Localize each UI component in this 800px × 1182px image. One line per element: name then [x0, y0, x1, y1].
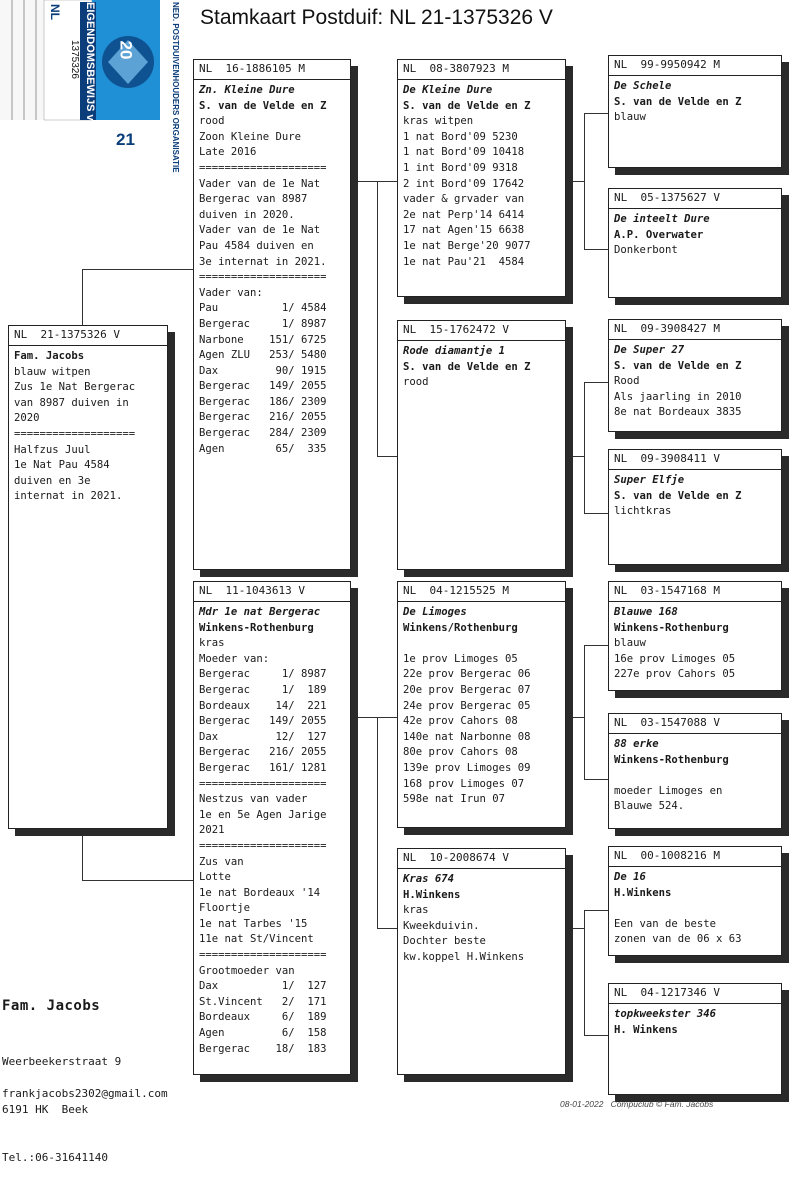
connector [584, 249, 608, 250]
ring-number: NL 11-1043613 V [194, 582, 350, 602]
pigeon-line: Blauwe 168 [614, 606, 678, 618]
connector [584, 113, 585, 249]
ring-number: NL 10-2008674 V [398, 849, 565, 869]
connector [377, 717, 378, 928]
pigeon-line: Bergerac van 8987 [199, 193, 308, 206]
ring-card-org: NED. POSTDUIVENHOUDERS ORGANISATIE [171, 2, 180, 173]
pigeon-line: Kweekduivin. [403, 919, 480, 932]
connector [584, 382, 608, 383]
pigeon-line: Fam. Jacobs [14, 350, 85, 362]
connector [584, 910, 585, 1035]
connector [82, 269, 194, 270]
pigeon-line: Winkens-Rothenburg [614, 621, 729, 634]
pigeon-line: H.Winkens [614, 886, 672, 899]
pigeon-line: 88 erke [614, 738, 659, 750]
pigeon-line: rood [403, 376, 429, 389]
ring-card-year-right: 21 [116, 130, 135, 149]
pigeon-line: ==================== [199, 949, 327, 962]
pigeon-line: S. van de Velde en Z [403, 360, 531, 373]
connector [564, 456, 584, 457]
pigeon-line: Bergerac 149/ 2055 [199, 715, 327, 728]
pigeon-details [609, 867, 781, 951]
ring-number: NL 21-1375326 V [9, 326, 167, 346]
pigeon-line: 80e prov Cahors 08 [403, 746, 518, 759]
pigeon-details [609, 209, 781, 262]
connector [377, 928, 397, 929]
ring-number: NL 99-9950942 M [609, 56, 781, 76]
pigeon-line: Dax 12/ 127 [199, 730, 327, 743]
connector [377, 181, 397, 182]
pigeon-line: 22e prov Bergerac 06 [403, 668, 531, 681]
ring-number: NL 09-3908427 M [609, 320, 781, 340]
pigeon-details [398, 602, 565, 811]
pigeon-line: blauw [614, 111, 646, 124]
pigeon-line: Lotte [199, 871, 231, 884]
connector [82, 827, 83, 880]
pigeon-line: 139e prov Limoges 09 [403, 761, 531, 774]
pigeon-line: Dax 1/ 127 [199, 980, 327, 993]
pigeon-card-maternal-grandmother [397, 848, 566, 1075]
pigeon-line: 24e prov Bergerac 05 [403, 699, 531, 712]
pigeon-line: S. van de Velde en Z [614, 359, 742, 372]
pigeon-line: A.P. Overwater [614, 228, 704, 241]
pigeon-details [609, 1004, 781, 1041]
ring-card-country: NL [48, 4, 62, 20]
connector [584, 513, 608, 514]
pigeon-line: 8e nat Bordeaux 3835 [614, 406, 742, 419]
pigeon-line: kw.koppel H.Winkens [403, 950, 525, 963]
connector [564, 928, 584, 929]
owner-name: Fam. Jacobs [2, 998, 101, 1014]
owner-address [2, 1022, 121, 1182]
pigeon-card-subject [8, 325, 168, 829]
pigeon-line: Mdr 1e nat Bergerac [199, 606, 321, 618]
connector [349, 181, 377, 182]
connector [584, 1035, 608, 1036]
pigeon-line: Floortje [199, 902, 251, 915]
pigeon-line: De inteelt Dure [614, 213, 710, 225]
pigeon-line: Bergerac 186/ 2309 [199, 395, 327, 408]
pigeon-details [9, 346, 167, 508]
owner-email[interactable]: frankjacobs2302@gmail.com [2, 1087, 168, 1100]
pigeon-line: S. van de Velde en Z [614, 95, 742, 108]
pigeon-line: kras [199, 637, 225, 650]
ring-number: NL 04-1215525 M [398, 582, 565, 602]
pigeon-line: van 8987 duiven in [14, 396, 129, 409]
pigeon-line: St.Vincent 2/ 171 [199, 995, 327, 1008]
pigeon-details [609, 76, 781, 129]
pigeon-line: blauw witpen [14, 365, 91, 378]
pigeon-line: Super Elfje [614, 474, 685, 486]
pigeon-line: 1e nat Tarbes '15 [199, 917, 308, 930]
pigeon-card-ggm-1 [608, 188, 782, 298]
pigeon-line: Winkens-Rothenburg [614, 753, 729, 766]
pigeon-line: ==================== [199, 271, 327, 284]
pigeon-line: Bergerac 216/ 2055 [199, 746, 327, 759]
pigeon-line: 3e internat in 2021. [199, 255, 327, 268]
pigeon-line: 1 nat Bord'09 10418 [403, 146, 525, 159]
pigeon-line: Nestzus van vader [199, 793, 308, 806]
ring-number: NL 15-1762472 V [398, 321, 565, 341]
owner-city: 6191 HK Beek [2, 1103, 89, 1116]
connector [584, 910, 608, 911]
pigeon-line: De Schele [614, 80, 672, 92]
pigeon-line: Bergerac 18/ 183 [199, 1042, 327, 1055]
pigeon-card-maternal-grandfather [397, 581, 566, 828]
pigeon-details [398, 341, 565, 394]
pigeon-line: 16e prov Limoges 05 [614, 652, 736, 665]
pigeon-line: Bergerac 1/ 8987 [199, 668, 327, 681]
pigeon-line: ==================== [199, 839, 327, 852]
pigeon-line: Bergerac 1/ 8987 [199, 317, 327, 330]
pigeon-line: Narbone 151/ 6725 [199, 333, 327, 346]
pigeon-line: topkweekster 346 [614, 1008, 717, 1020]
pigeon-card-ggm-3 [608, 713, 782, 829]
pigeon-details [609, 470, 781, 523]
pigeon-line: ==================== [199, 161, 327, 174]
pigeon-line: Bergerac 161/ 1281 [199, 761, 327, 774]
pigeon-line: Blauwe 524. [614, 800, 685, 813]
pigeon-card-ggf-3 [608, 581, 782, 691]
pigeon-line: duiven en 3e [14, 474, 91, 487]
pigeon-line: ==================== [199, 777, 327, 790]
pigeon-line: 1e nat Berge'20 9077 [403, 239, 531, 252]
connector [584, 645, 608, 646]
pigeon-line: Bergerac 149/ 2055 [199, 380, 327, 393]
ring-number: NL 03-1547168 M [609, 582, 781, 602]
pigeon-line: Halfzus Juul [14, 443, 91, 456]
pigeon-line: 1e prov Limoges 05 [403, 652, 518, 665]
pigeon-line: Vader van: [199, 286, 263, 299]
pigeon-line: Dochter beste [403, 935, 486, 948]
connector [377, 717, 397, 718]
pigeon-line: 598e nat Irun 07 [403, 793, 506, 806]
pigeon-line: 2e nat Perp'14 6414 [403, 208, 525, 221]
pigeon-card-ggf-4 [608, 846, 782, 956]
ring-card-year-left: 20 [116, 40, 136, 60]
pigeon-details [609, 602, 781, 686]
pigeon-line: 1e Nat Pau 4584 [14, 459, 110, 472]
pigeon-details [398, 80, 565, 273]
connector [564, 181, 584, 182]
pigeon-line: Bergerac 1/ 189 [199, 683, 327, 696]
ring-ownership-card [0, 0, 182, 173]
pigeon-line: zonen van de 06 x 63 [614, 933, 742, 946]
pigeon-line: 2 int Bord'09 17642 [403, 177, 525, 190]
pigeon-line: Een van de beste [614, 917, 717, 930]
pigeon-line: Pau 1/ 4584 [199, 302, 327, 315]
pigeon-line: Pau 4584 duiven en [199, 239, 314, 252]
pigeon-line: kras [403, 904, 429, 917]
ring-number: NL 08-3807923 M [398, 60, 565, 80]
pigeon-line: Moeder van: [199, 652, 270, 665]
pigeon-line: 1 nat Bord'09 5230 [403, 130, 518, 143]
print-stamp: 08-01-2022 Compuclub © Fam. Jacobs [560, 1099, 714, 1109]
connector [349, 717, 377, 718]
pigeon-line: Zus van [199, 855, 244, 868]
pigeon-line: 1e nat Pau'21 4584 [403, 255, 525, 268]
pigeon-line: Bordeaux 6/ 189 [199, 1011, 327, 1024]
pigeon-line: 20e prov Bergerac 07 [403, 683, 531, 696]
pigeon-line: vader & grvader van [403, 193, 525, 206]
pigeon-line [403, 636, 560, 652]
pigeon-card-paternal-grandfather [397, 59, 566, 297]
pigeon-line [614, 768, 776, 784]
pigeon-line: 2020 [14, 412, 40, 425]
pigeon-line: Vader van de 1e Nat [199, 177, 321, 190]
pigeon-line: Rood [614, 375, 640, 388]
ring-card-title: EIGENDOMSBEWIJS v/d RING [80, 2, 96, 120]
ring-card-number: 1375326 [69, 40, 80, 79]
pigeon-line: De Super 27 [614, 344, 685, 356]
pigeon-line: Bergerac 284/ 2309 [199, 427, 327, 440]
connector [82, 269, 83, 329]
pigeon-line: Rode diamantje 1 [403, 345, 506, 357]
pigeon-details [398, 869, 565, 969]
page-title: Stamkaart Postduif: NL 21-1375326 V [200, 6, 553, 29]
ring-number: NL 03-1547088 V [609, 714, 781, 734]
pigeon-line: 140e nat Narbonne 08 [403, 730, 531, 743]
pigeon-line: S. van de Velde en Z [614, 489, 742, 502]
pigeon-line: De Kleine Dure [403, 84, 493, 96]
ring-number: NL 09-3908411 V [609, 450, 781, 470]
pigeon-line: rood [199, 115, 225, 128]
ring-number: NL 05-1375627 V [609, 189, 781, 209]
ring-number: NL 00-1008216 M [609, 847, 781, 867]
pigeon-line: 11e nat St/Vincent [199, 933, 314, 946]
pigeon-line: Bordeaux 14/ 221 [199, 699, 327, 712]
pigeon-line: 227e prov Cahors 05 [614, 668, 736, 681]
pigeon-line: 1e nat Bordeaux '14 [199, 886, 321, 899]
pigeon-line: 2021 [199, 824, 225, 837]
pigeon-line: Grootmoeder van [199, 964, 295, 977]
pigeon-line: Zus 1e Nat Bergerac [14, 381, 136, 394]
pigeon-card-ggf-2 [608, 319, 782, 432]
ring-number: NL 16-1886105 M [194, 60, 350, 80]
pigeon-line: Vader van de 1e Nat [199, 224, 321, 237]
pigeon-line: Kras 674 [403, 873, 455, 885]
pigeon-details [609, 340, 781, 424]
pigeon-line: =================== [14, 427, 136, 440]
pigeon-line: Winkens-Rothenburg [199, 621, 314, 634]
pigeon-line: blauw [614, 637, 646, 650]
owner-phone: Tel.:06-31641140 [2, 1151, 108, 1164]
pigeon-line: lichtkras [614, 505, 672, 518]
pigeon-line: Zoon Kleine Dure [199, 130, 302, 143]
pigeon-line: kras witpen [403, 115, 474, 128]
connector [82, 880, 194, 881]
pigeon-card-mother [193, 581, 351, 1075]
owner-street: Weerbeekerstraat 9 [2, 1055, 122, 1068]
pigeon-line: Agen ZLU 253/ 5480 [199, 349, 327, 362]
pigeon-line: Dax 90/ 1915 [199, 364, 327, 377]
pigeon-line: Winkens/Rothenburg [403, 621, 518, 634]
pigeon-line: Late 2016 [199, 146, 257, 159]
pigeon-card-father [193, 59, 351, 570]
connector [377, 456, 397, 457]
pigeon-line: Bergerac 216/ 2055 [199, 411, 327, 424]
pigeon-card-ggf-1 [608, 55, 782, 168]
pigeon-line: S. van de Velde en Z [403, 99, 531, 112]
connector [584, 779, 608, 780]
ring-number: NL 04-1217346 V [609, 984, 781, 1004]
pigeon-details [609, 734, 781, 818]
pigeon-details [194, 80, 350, 460]
pigeon-line: Agen 65/ 335 [199, 442, 327, 455]
connector [584, 645, 585, 779]
pigeon-line: De 16 [614, 871, 646, 883]
pigeon-line: 168 prov Limoges 07 [403, 777, 525, 790]
connector [584, 382, 585, 513]
connector [584, 113, 608, 114]
pigeon-line: internat in 2021. [14, 490, 123, 503]
pigeon-details [194, 602, 350, 1060]
pigeon-line: moeder Limoges en [614, 784, 723, 797]
pigeon-line: Donkerbont [614, 244, 678, 257]
pigeon-line: duiven in 2020. [199, 208, 295, 221]
pigeon-card-paternal-grandmother [397, 320, 566, 570]
pigeon-card-ggm-2 [608, 449, 782, 565]
connector [377, 181, 378, 456]
pigeon-line: Als jaarling in 2010 [614, 390, 742, 403]
pigeon-line [614, 901, 776, 917]
pigeon-line: Agen 6/ 158 [199, 1027, 327, 1040]
pigeon-card-ggm-4 [608, 983, 782, 1095]
pigeon-line: 1 int Bord'09 9318 [403, 161, 518, 174]
pigeon-line: Zn. Kleine Dure [199, 84, 295, 96]
pigeon-line: 17 nat Agen'15 6638 [403, 224, 525, 237]
connector [564, 717, 584, 718]
pigeon-line: H. Winkens [614, 1023, 678, 1036]
pigeon-line: H.Winkens [403, 888, 461, 901]
pigeon-line: 42e prov Cahors 08 [403, 715, 518, 728]
pigeon-line: De Limoges [403, 606, 467, 618]
pigeon-line: S. van de Velde en Z [199, 99, 327, 112]
pigeon-line: 1e en 5e Agen Jarige [199, 808, 327, 821]
